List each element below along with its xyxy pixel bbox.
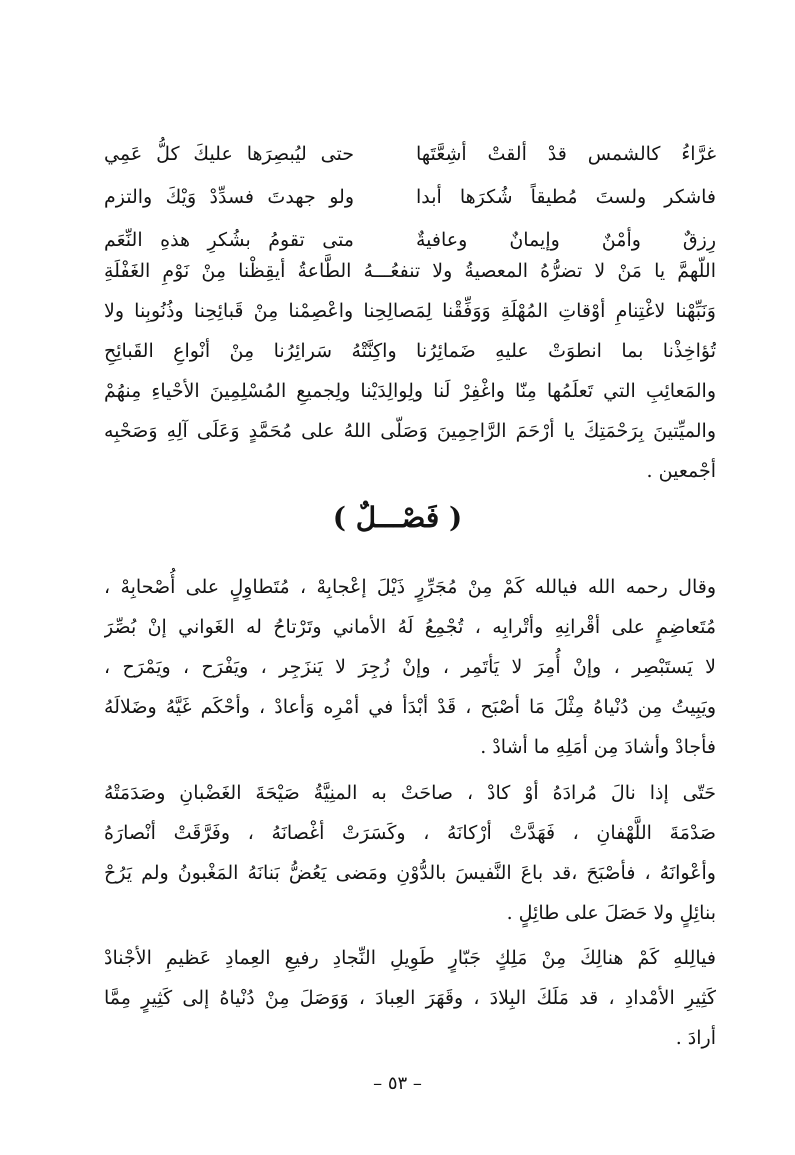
- text-line: تُؤاخِذْنا بما انطوَتْ عليهِ ضَمائِرُنا واكِنَّتْهُ سَرائِرُنا مِنْ أنْواعِ القَبائِحِ: [104, 340, 716, 362]
- supplication-paragraph: [104, 251, 716, 491]
- body-paragraph: [104, 938, 716, 1058]
- text-line: صَدْمَةَ اللَّهْفانِ ، فَهَدَّتْ أرْكانَهُ ، وكَسَرَتْ أغْصانَهُ ، وفَرَّقَتْ أنْصارَهُ: [104, 822, 716, 844]
- text-line: ويَبِيتُ مِن دُنْياهُ مِثْلَ مَا أصْبَح ، قَدْ أبْدَأ في أمْرِه وَأعادْ ، وأحْكَم غَيَّهُ وضَلالَهُ: [104, 696, 716, 718]
- verse-first-hemistich: فاشكر ولستَ مُطيقاً شُكرَها أبدا: [416, 186, 716, 208]
- text-line: مُتَعاضِمٍ على أقْرانِهِ وأتْرابِه ، تُجْمِعُ لَهُ الأماني وتَرْتاحُ له الغَواني إنْ بُصِّرَ: [104, 616, 716, 638]
- body-paragraph: [104, 773, 716, 933]
- text-line: فيالِلهِ كَمْ هنالِكَ مِنْ مَلِكٍ جَبّارٍ طَوِيلِ النِّجادِ رفيعِ العِمادِ عَظيمِ الأجْنادْ: [104, 947, 716, 969]
- text-line: وَنَبِّهْنا لاغْتِنامِ أوْقاتِ المُهْلَةِ وَوَفِّقْنا لِمَصالِحِنا واعْصِمْنا مِنْ قَبائِحِنا وذُنُوبِنا ولا: [104, 300, 716, 322]
- text-line: وقال رحمه الله فيالله كَمْ مِنْ مُجَرِّرٍ ذَيْلَ إعْجابِهْ ، مُتَطاوِلٍ على أُصْحابِهْ ،: [104, 576, 716, 598]
- text-line: وأعْوانَهُ ، فأصْبَحَ ،قد باعَ النَّفيسَ بالدُّوْنِ ومَضى يَعُضُّ بَنانَهُ المَغْبونُ ولم يَرُحْ: [104, 862, 716, 884]
- text-line: والمَعائِبِ التي تَعلَمُها مِنّا واغْفِرْ لَنا ولِوالِدَيْنا ولِجميعِ المُسْلِمِينَ الأحْياءِ مِنهُمْ: [104, 380, 716, 402]
- verse-first-hemistich: رِزقٌ وأمْنٌ وإيمانٌ وعافيةٌ: [416, 229, 716, 251]
- verse-second-hemistich: متى تقومُ بشُكرِ هذهِ النِّعَم: [104, 229, 354, 251]
- text-line: فأجادْ وأشادَ مِن أمَلِهِ ما أشادْ .: [480, 736, 716, 758]
- text-line: بنائِلٍ ولا حَصَلَ على طائِلٍ .: [506, 902, 716, 924]
- text-line: لا يَستَبْصِر ، وإنْ أُمِرَ لا يَأتَمِر ، وإنْ زُجِرَ لا يَنزَجِر ، ويَفْرَح ، ويَمْرَح ،: [104, 656, 716, 678]
- text-line: كَثِيرِ الأمْدادِ ، قد مَلَكَ البِلادَ ، وقَهَرَ العِبادَ ، وَوَصَلَ مِنْ دُنْياهُ إلى كَثِيرٍ مِمَّا: [104, 987, 716, 1009]
- verse-line: [104, 133, 716, 176]
- verse-second-hemistich: ولو جهدتَ فسدِّدْ وَيْكَ والتزم: [104, 186, 354, 208]
- poem-verses: [104, 133, 716, 262]
- text-line: أجْمعين .: [646, 460, 716, 482]
- text-line: حَتّى إذا نالَ مُرادَهُ أوْ كادْ ، صاحَتْ به المنِيَّةُ صَيْحَةَ الغَضْبانِ وصَدَمَتْهُ: [104, 782, 716, 804]
- text-line: أرادَ .: [675, 1027, 716, 1049]
- verse-first-hemistich: غرَّاءُ كالشمس قدْ ألقتْ أشِعَّتَها: [416, 143, 716, 165]
- text-line: اللّهمَّ يا مَنْ لا تضرُّهُ المعصيةُ ولا تنفعُـــهُ الطَّاعةُ أيقِظْنا مِنْ نَوْمِ الغَفْلَةِ: [104, 260, 716, 282]
- page-number: – ٥٣ –: [373, 1073, 422, 1094]
- body-paragraph: [104, 567, 716, 767]
- verse-second-hemistich: حتى ليُبصِرَها عليكَ كلُّ عَمِي: [104, 143, 354, 165]
- text-line: والميِّتينَ بِرَحْمَتِكَ يا أرْحَمَ الرَّاحِمِينَ وَصَلّى اللهُ على مُحَمَّدٍ وَعَلَى آلِهِ وَصَحْبِه: [104, 420, 716, 442]
- section-heading: ( فَصْـــلٌ ): [332, 501, 463, 534]
- verse-line: [104, 176, 716, 219]
